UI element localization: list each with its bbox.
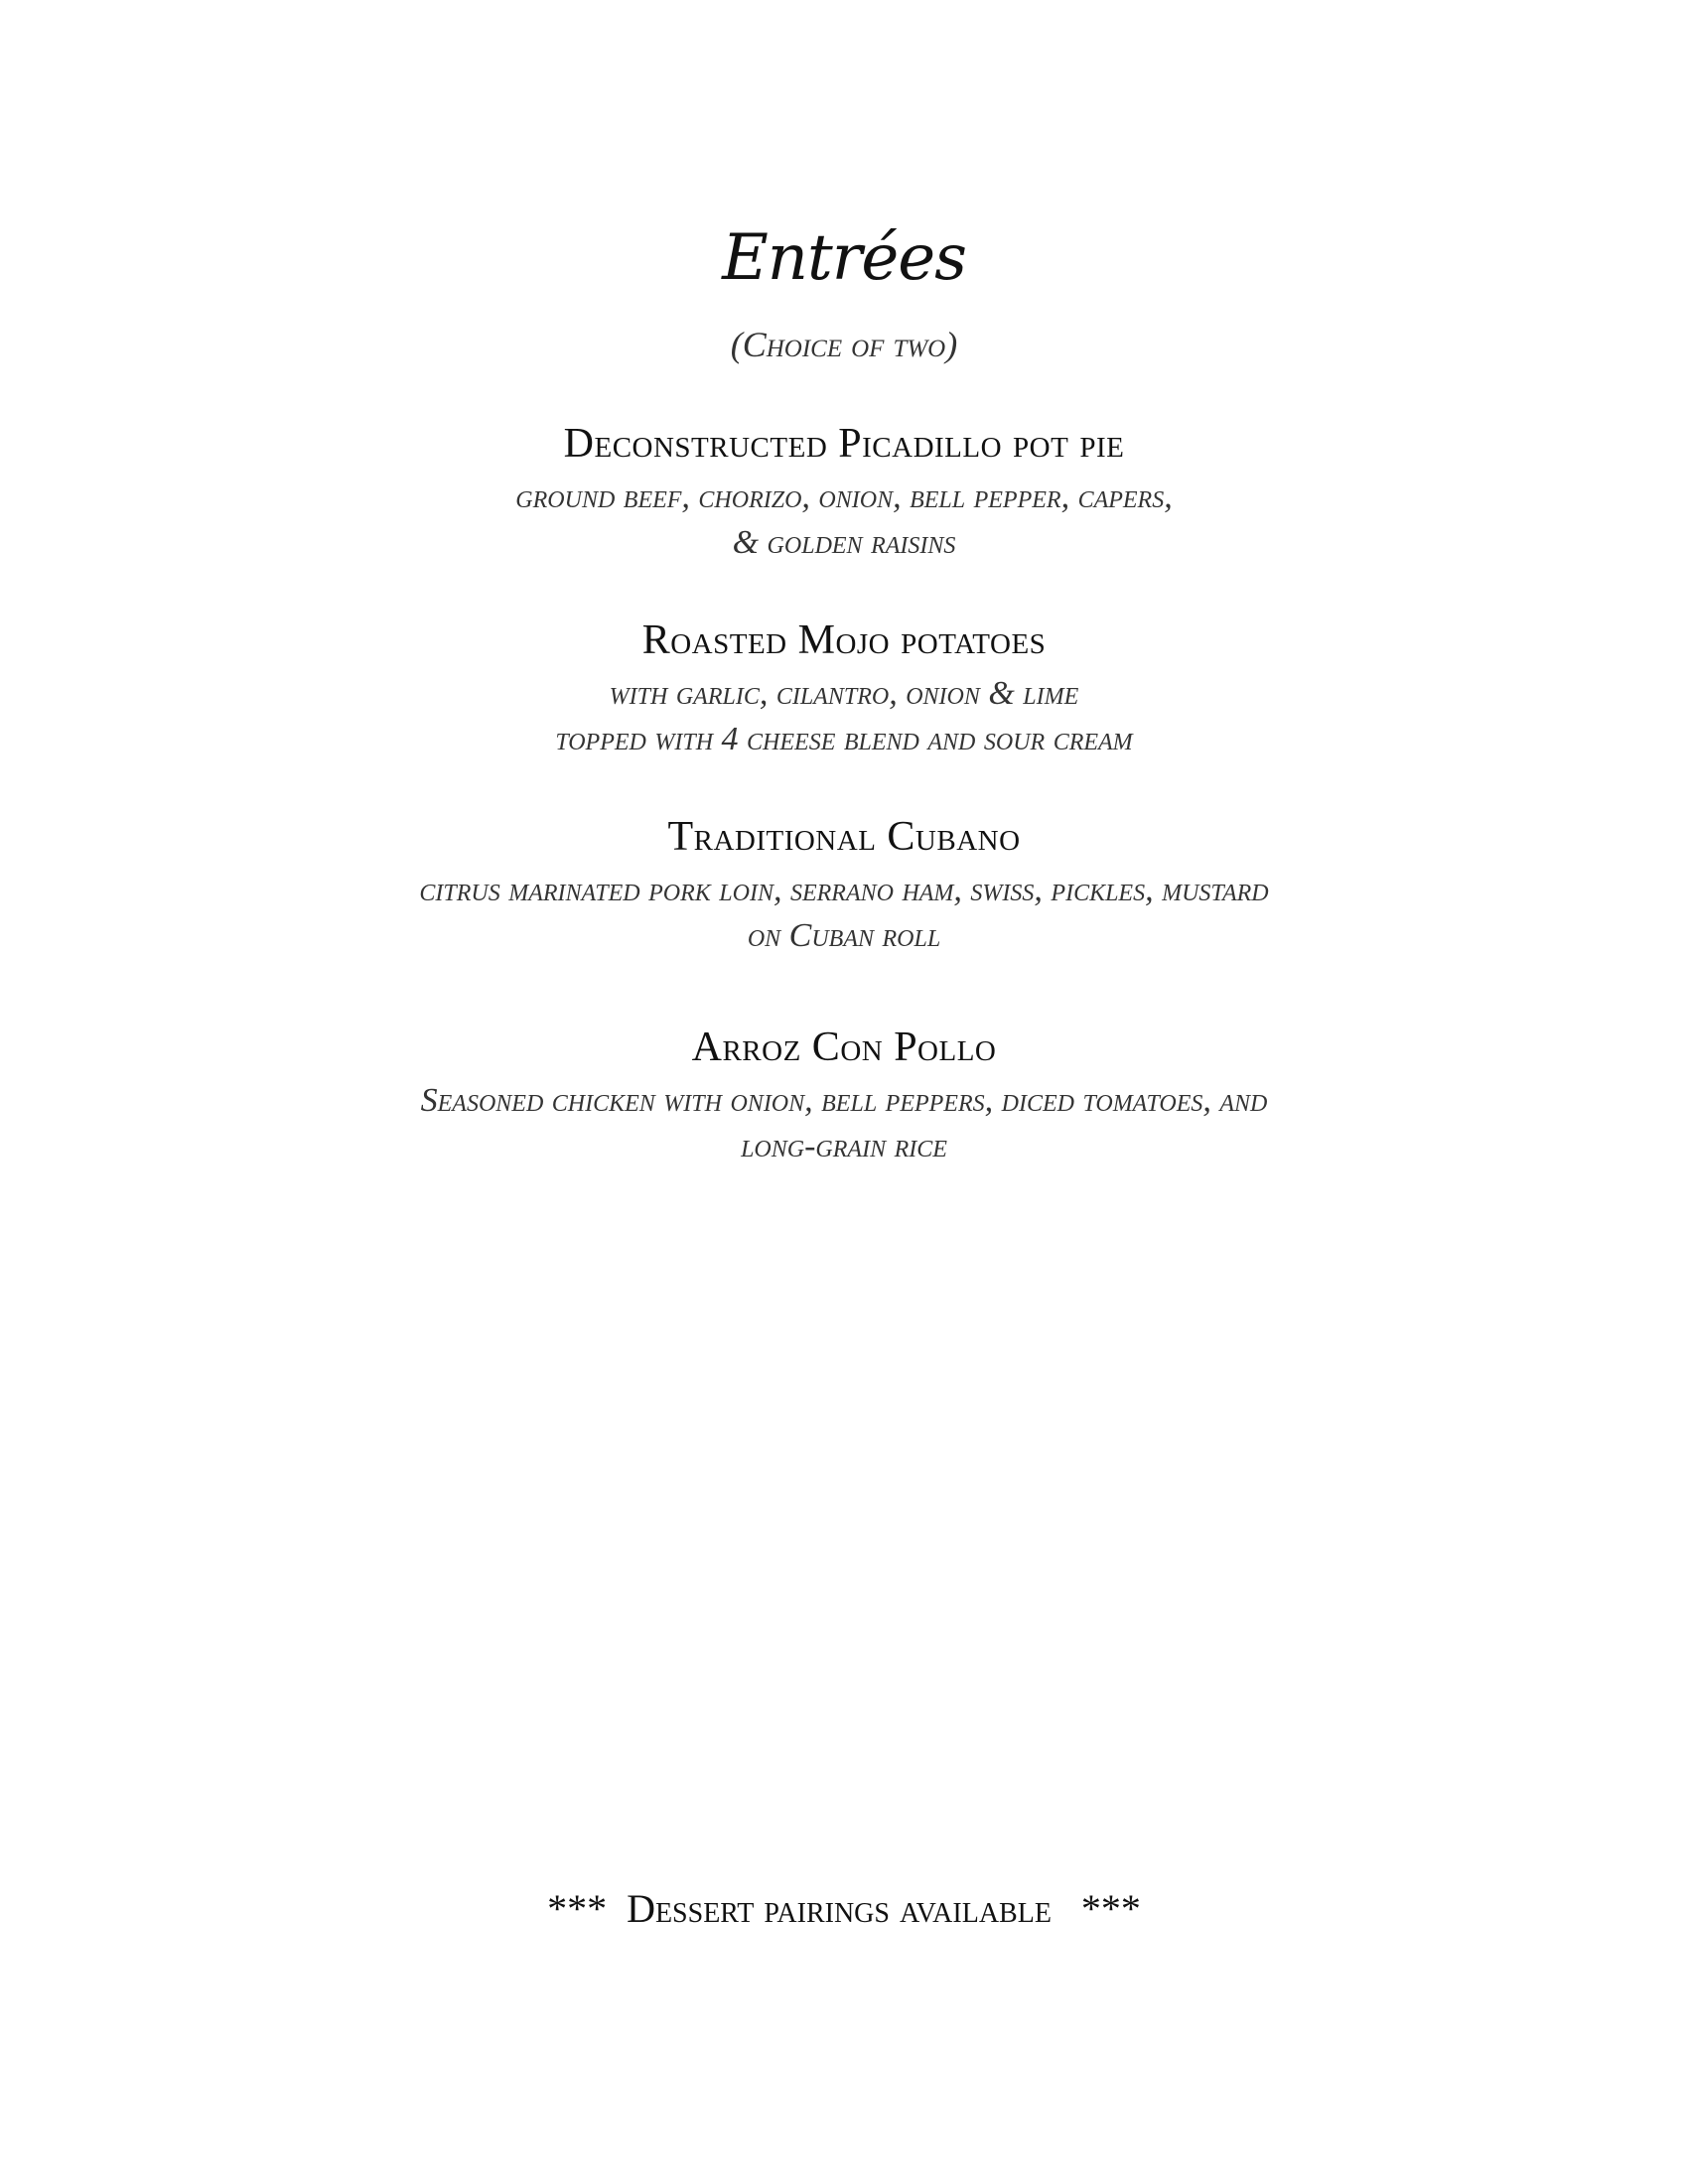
menu-item-description-line: with garlic, cilantro, onion & lime <box>609 675 1079 712</box>
page-title: Entrées <box>722 221 966 295</box>
menu-item-description-line: long-grain rice <box>741 1128 947 1164</box>
menu-item-name: Traditional Cubano <box>667 814 1021 860</box>
menu-item-description-line: citrus marinated pork loin, serrano ham, swiss, pickles, mustard <box>419 872 1269 908</box>
menu-item-name: Roasted Mojo potatoes <box>641 617 1047 663</box>
menu-item-description <box>0 868 1688 959</box>
menu-item-description-line: Seasoned chicken with onion, bell peppers, diced tomatoes, and <box>420 1082 1268 1119</box>
menu-item-name: Arroz Con Pollo <box>691 1024 997 1070</box>
menu-item-cubano <box>0 812 1688 959</box>
page-subtitle: (Choice of two) <box>730 325 958 364</box>
menu-item-description-line: & golden raisins <box>732 524 956 561</box>
menu-item-description-line: on Cuban roll <box>747 917 941 954</box>
menu-item-description <box>0 1078 1688 1169</box>
menu-item-description <box>0 475 1688 566</box>
menu-item-description <box>0 671 1688 762</box>
menu-item-picadillo <box>0 419 1688 566</box>
menu-item-description-line: ground beef, chorizo, onion, bell pepper, capers, <box>515 478 1173 515</box>
menu-item-description-line: topped with 4 cheese blend and sour cream <box>555 721 1133 757</box>
menu-item-name: Deconstructed Picadillo pot pie <box>563 421 1125 467</box>
menu-item-mojo-potatoes <box>0 615 1688 762</box>
menu-item-arroz-con-pollo <box>0 1023 1688 1169</box>
dessert-pairings-note: *** Dessert pairings available *** <box>547 1886 1141 1931</box>
